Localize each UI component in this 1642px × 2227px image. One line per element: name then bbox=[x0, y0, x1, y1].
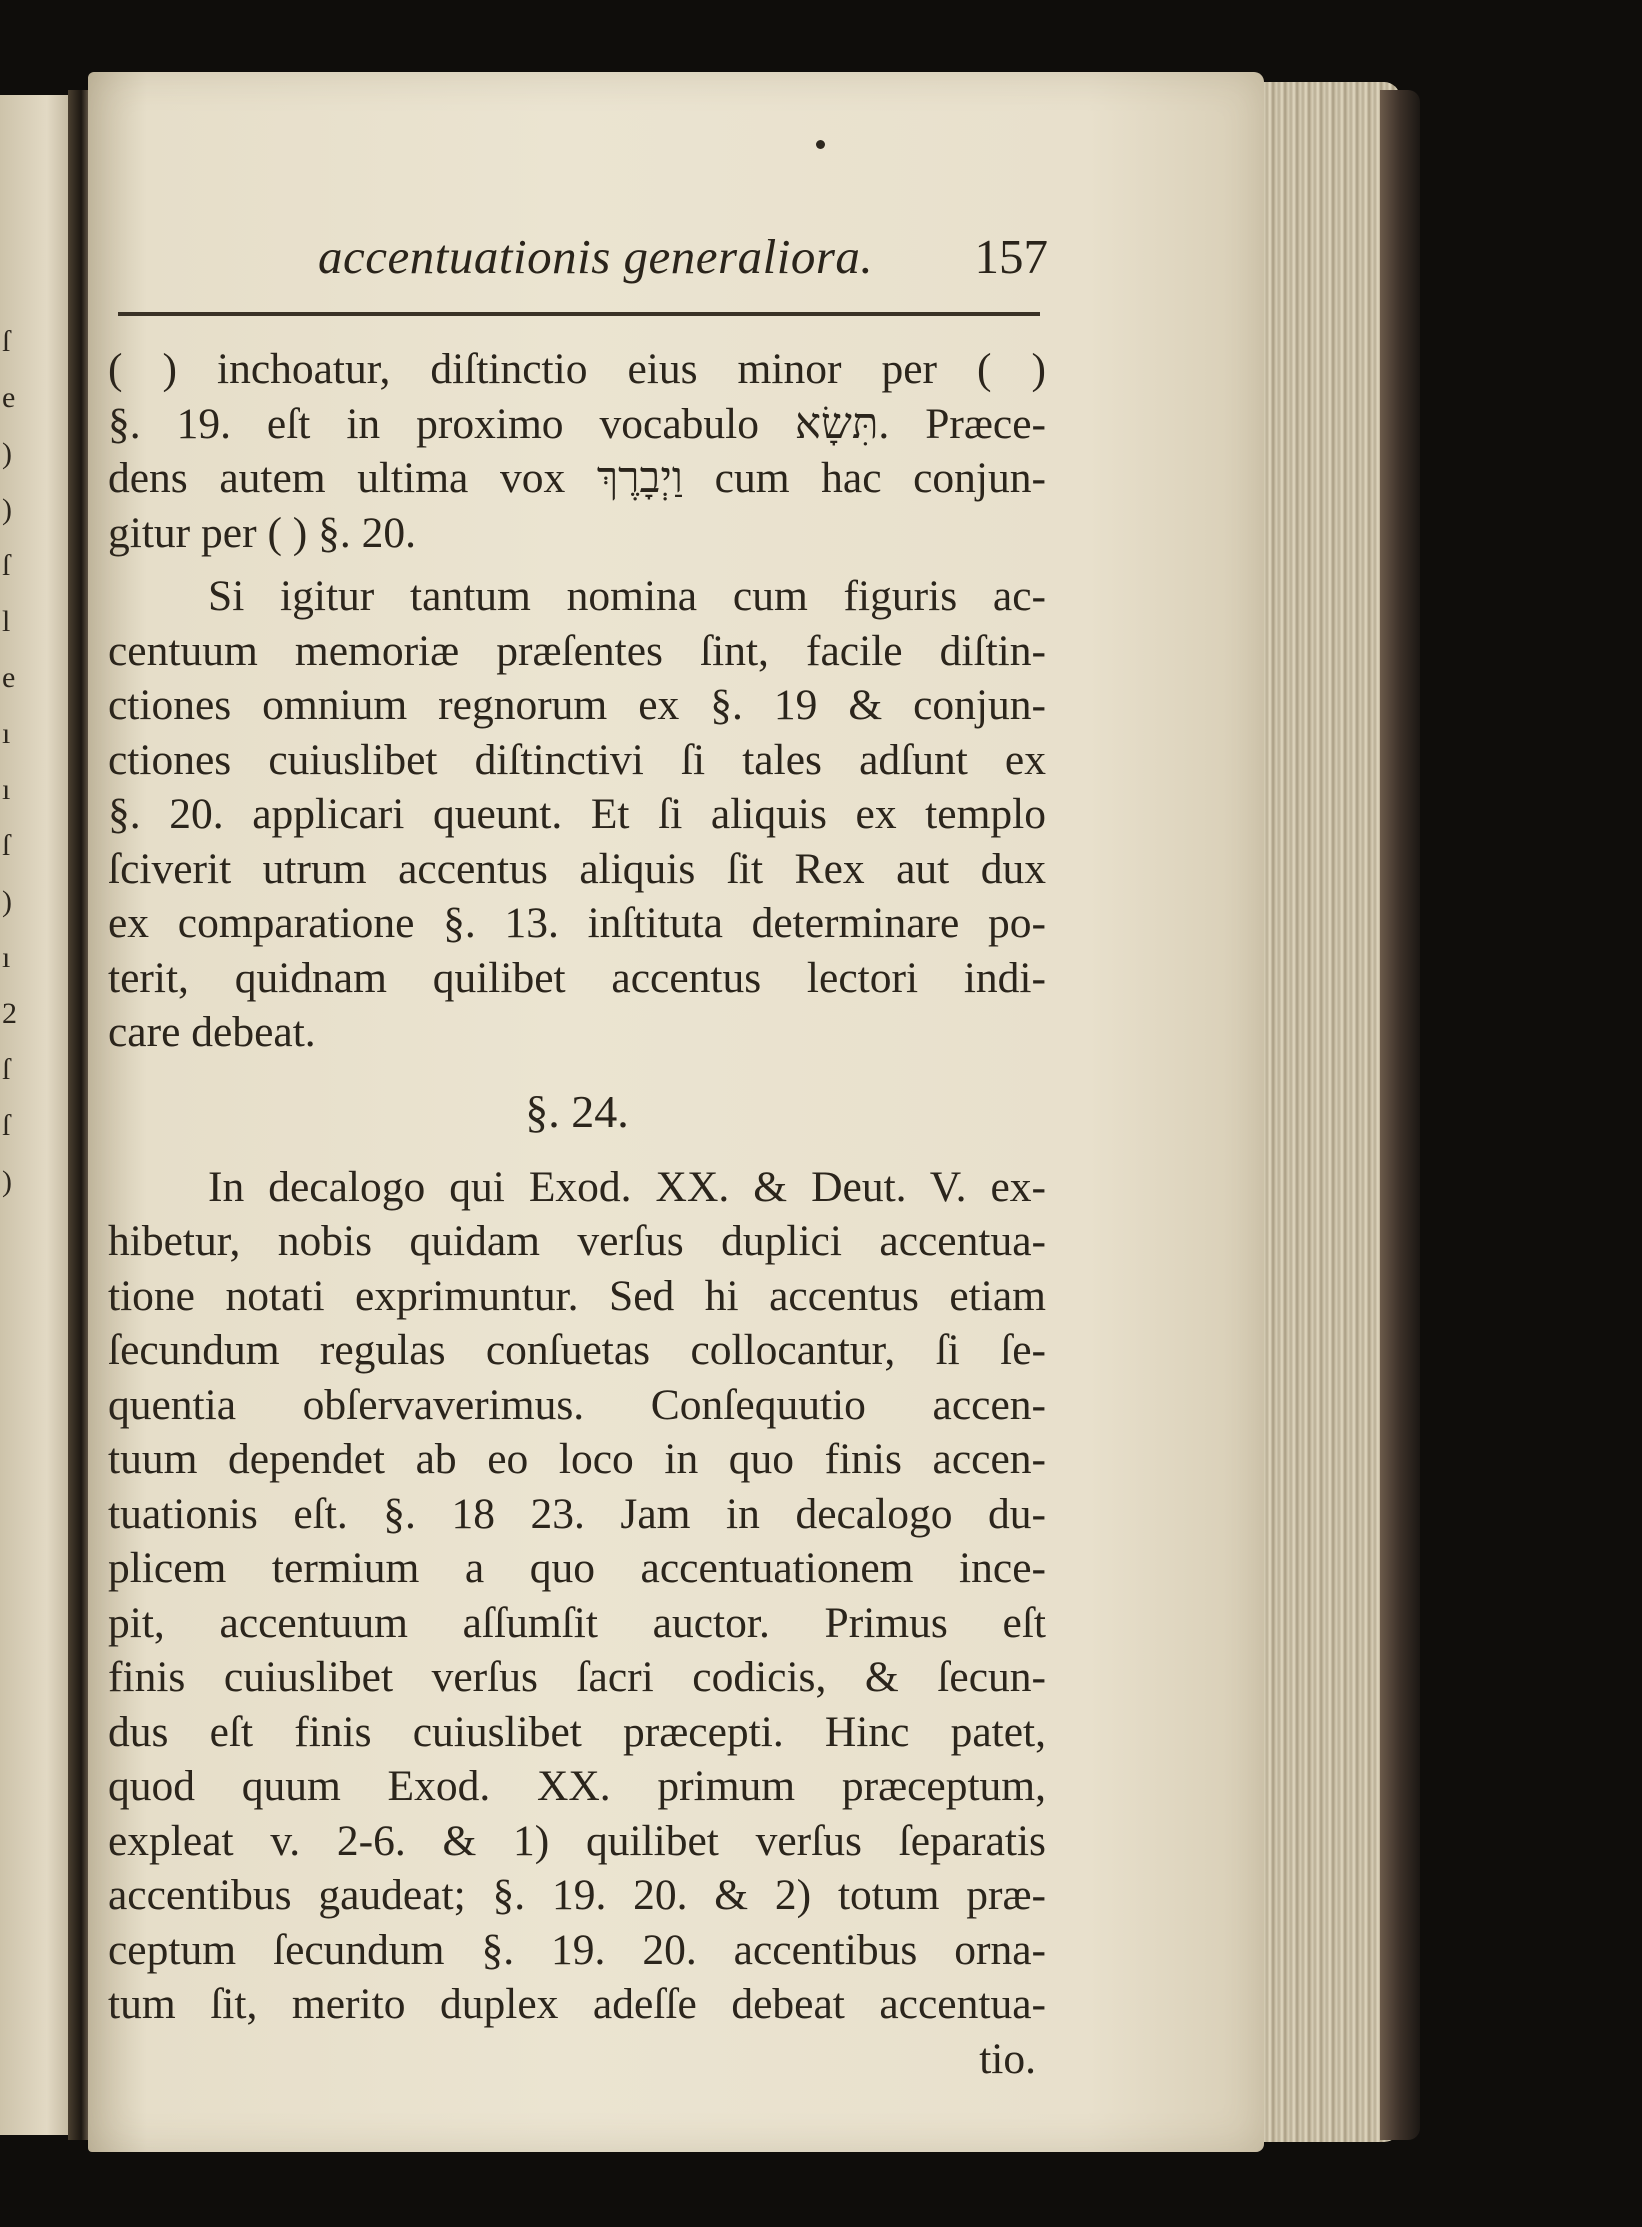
text-line: hibetur, nobis quidam verſus duplici accentua- bbox=[108, 1217, 1046, 1265]
page-number: 157 bbox=[974, 229, 1048, 284]
facing-page-fragment: ) bbox=[2, 1165, 12, 1198]
facing-page-fragment: e bbox=[2, 661, 16, 694]
text-line: ctiones omnium regnorum ex §. 19 & conjun- bbox=[108, 681, 1046, 729]
facing-page-fragment: ) bbox=[2, 493, 12, 526]
facing-page-fragment: ſ bbox=[2, 1053, 11, 1086]
facing-page-fragment: ſ bbox=[2, 325, 11, 358]
text-line: tuationis eſt. §. 18 23. Jam in decalogo du- bbox=[108, 1489, 1046, 1538]
text-line: Si igitur tantum nomina cum figuris ac- bbox=[208, 572, 1046, 620]
text-line: finis cuiuslibet verſus ſacri codicis, & ſecun- bbox=[108, 1653, 1046, 1701]
facing-page-fragment: ſ bbox=[2, 829, 11, 862]
page-body bbox=[108, 342, 1046, 2086]
section-heading: §. 24. bbox=[525, 1085, 629, 1137]
facing-page-fragment: l bbox=[2, 605, 11, 638]
book-cover-edge bbox=[1380, 90, 1420, 2140]
text-line: quod quum Exod. XX. primum præceptum, bbox=[108, 1762, 1046, 1810]
text-line: In decalogo qui Exod. XX. & Deut. V. ex- bbox=[208, 1162, 1046, 1211]
text-line: dus eſt finis cuiuslibet præcepti. Hinc patet, bbox=[108, 1707, 1046, 1756]
facing-page-fragment: ſ bbox=[2, 549, 11, 582]
text-line: expleat v. 2-6. & 1) quilibet verſus ſeparatis bbox=[108, 1816, 1046, 1865]
facing-page-fragment: ı bbox=[2, 773, 11, 806]
paragraph-2 bbox=[108, 569, 1046, 1060]
text-line: ſciverit utrum accentus aliquis ſit Rex aut dux bbox=[108, 844, 1046, 893]
paragraph-3 bbox=[108, 1160, 1046, 2087]
text-line: tuum dependet ab eo loco in quo finis accen- bbox=[108, 1435, 1046, 1483]
text-line: ( ) inchoatur, diſtinctio eius minor per ( ) bbox=[108, 345, 1046, 393]
text-line: accentibus gaudeat; §. 19. 20. & 2) totum præ- bbox=[108, 1871, 1046, 1919]
page-header bbox=[318, 222, 1078, 292]
facing-page-fragment: ı bbox=[2, 717, 11, 750]
text-line: quentia obſervaverimus. Conſequutio accen- bbox=[108, 1380, 1046, 1429]
text-line: §. 20. applicari queunt. Et ſi aliquis ex templo bbox=[108, 790, 1046, 838]
text-line: pit, accentuum aſſumſit auctor. Primus eſt bbox=[108, 1598, 1046, 1647]
text-line: gitur per ( ) §. 20. bbox=[108, 508, 417, 557]
facing-page-fragment: ) bbox=[2, 885, 12, 918]
book-gutter bbox=[68, 90, 90, 2140]
facing-page-fragment: ı bbox=[2, 941, 11, 974]
facing-page-fragment: e bbox=[2, 381, 16, 414]
catchword: tio. bbox=[979, 2034, 1036, 2083]
facing-page-edge bbox=[0, 95, 78, 2135]
text-line: dens autem ultima vox וַיְבָרֶךְ cum hac conjun- bbox=[108, 454, 1046, 502]
text-line: ceptum ſecundum §. 19. 20. accentibus orna- bbox=[108, 1925, 1046, 1974]
facing-page-fragment: ) bbox=[2, 437, 12, 470]
text-line: plicem termium a quo accentuationem ince- bbox=[108, 1544, 1046, 1592]
text-line: centuum memoriæ præſentes ſint, facile diſtin- bbox=[108, 626, 1046, 675]
text-line: tum ſit, merito duplex adeſſe debeat accentua- bbox=[108, 1980, 1046, 2028]
text-line: care debeat. bbox=[108, 1008, 316, 1056]
text-line: ctiones cuiuslibet diſtinctivi ſi tales adſunt ex bbox=[108, 735, 1046, 784]
ink-dot bbox=[816, 140, 825, 149]
running-title: accentuationis generaliora. bbox=[318, 229, 874, 284]
facing-page-fragment: ſ bbox=[2, 1109, 11, 1142]
text-line: ſecundum regulas conſuetas collocantur, ſi ſe- bbox=[108, 1326, 1046, 1374]
paragraph-1 bbox=[108, 342, 1046, 560]
text-line: tione notati exprimuntur. Sed hi accentus etiam bbox=[108, 1271, 1046, 1320]
text-line: terit, quidnam quilibet accentus lectori indi- bbox=[108, 953, 1046, 1002]
page-edges bbox=[1240, 82, 1400, 2142]
text-line: §. 19. eſt in proximo vocabulo תִּשָׂא. Præce- bbox=[108, 399, 1046, 448]
header-rule bbox=[118, 312, 1040, 316]
facing-page-fragment: 2 bbox=[2, 997, 17, 1030]
text-line: ex comparatione §. 13. inſtituta determinare po- bbox=[108, 899, 1046, 947]
